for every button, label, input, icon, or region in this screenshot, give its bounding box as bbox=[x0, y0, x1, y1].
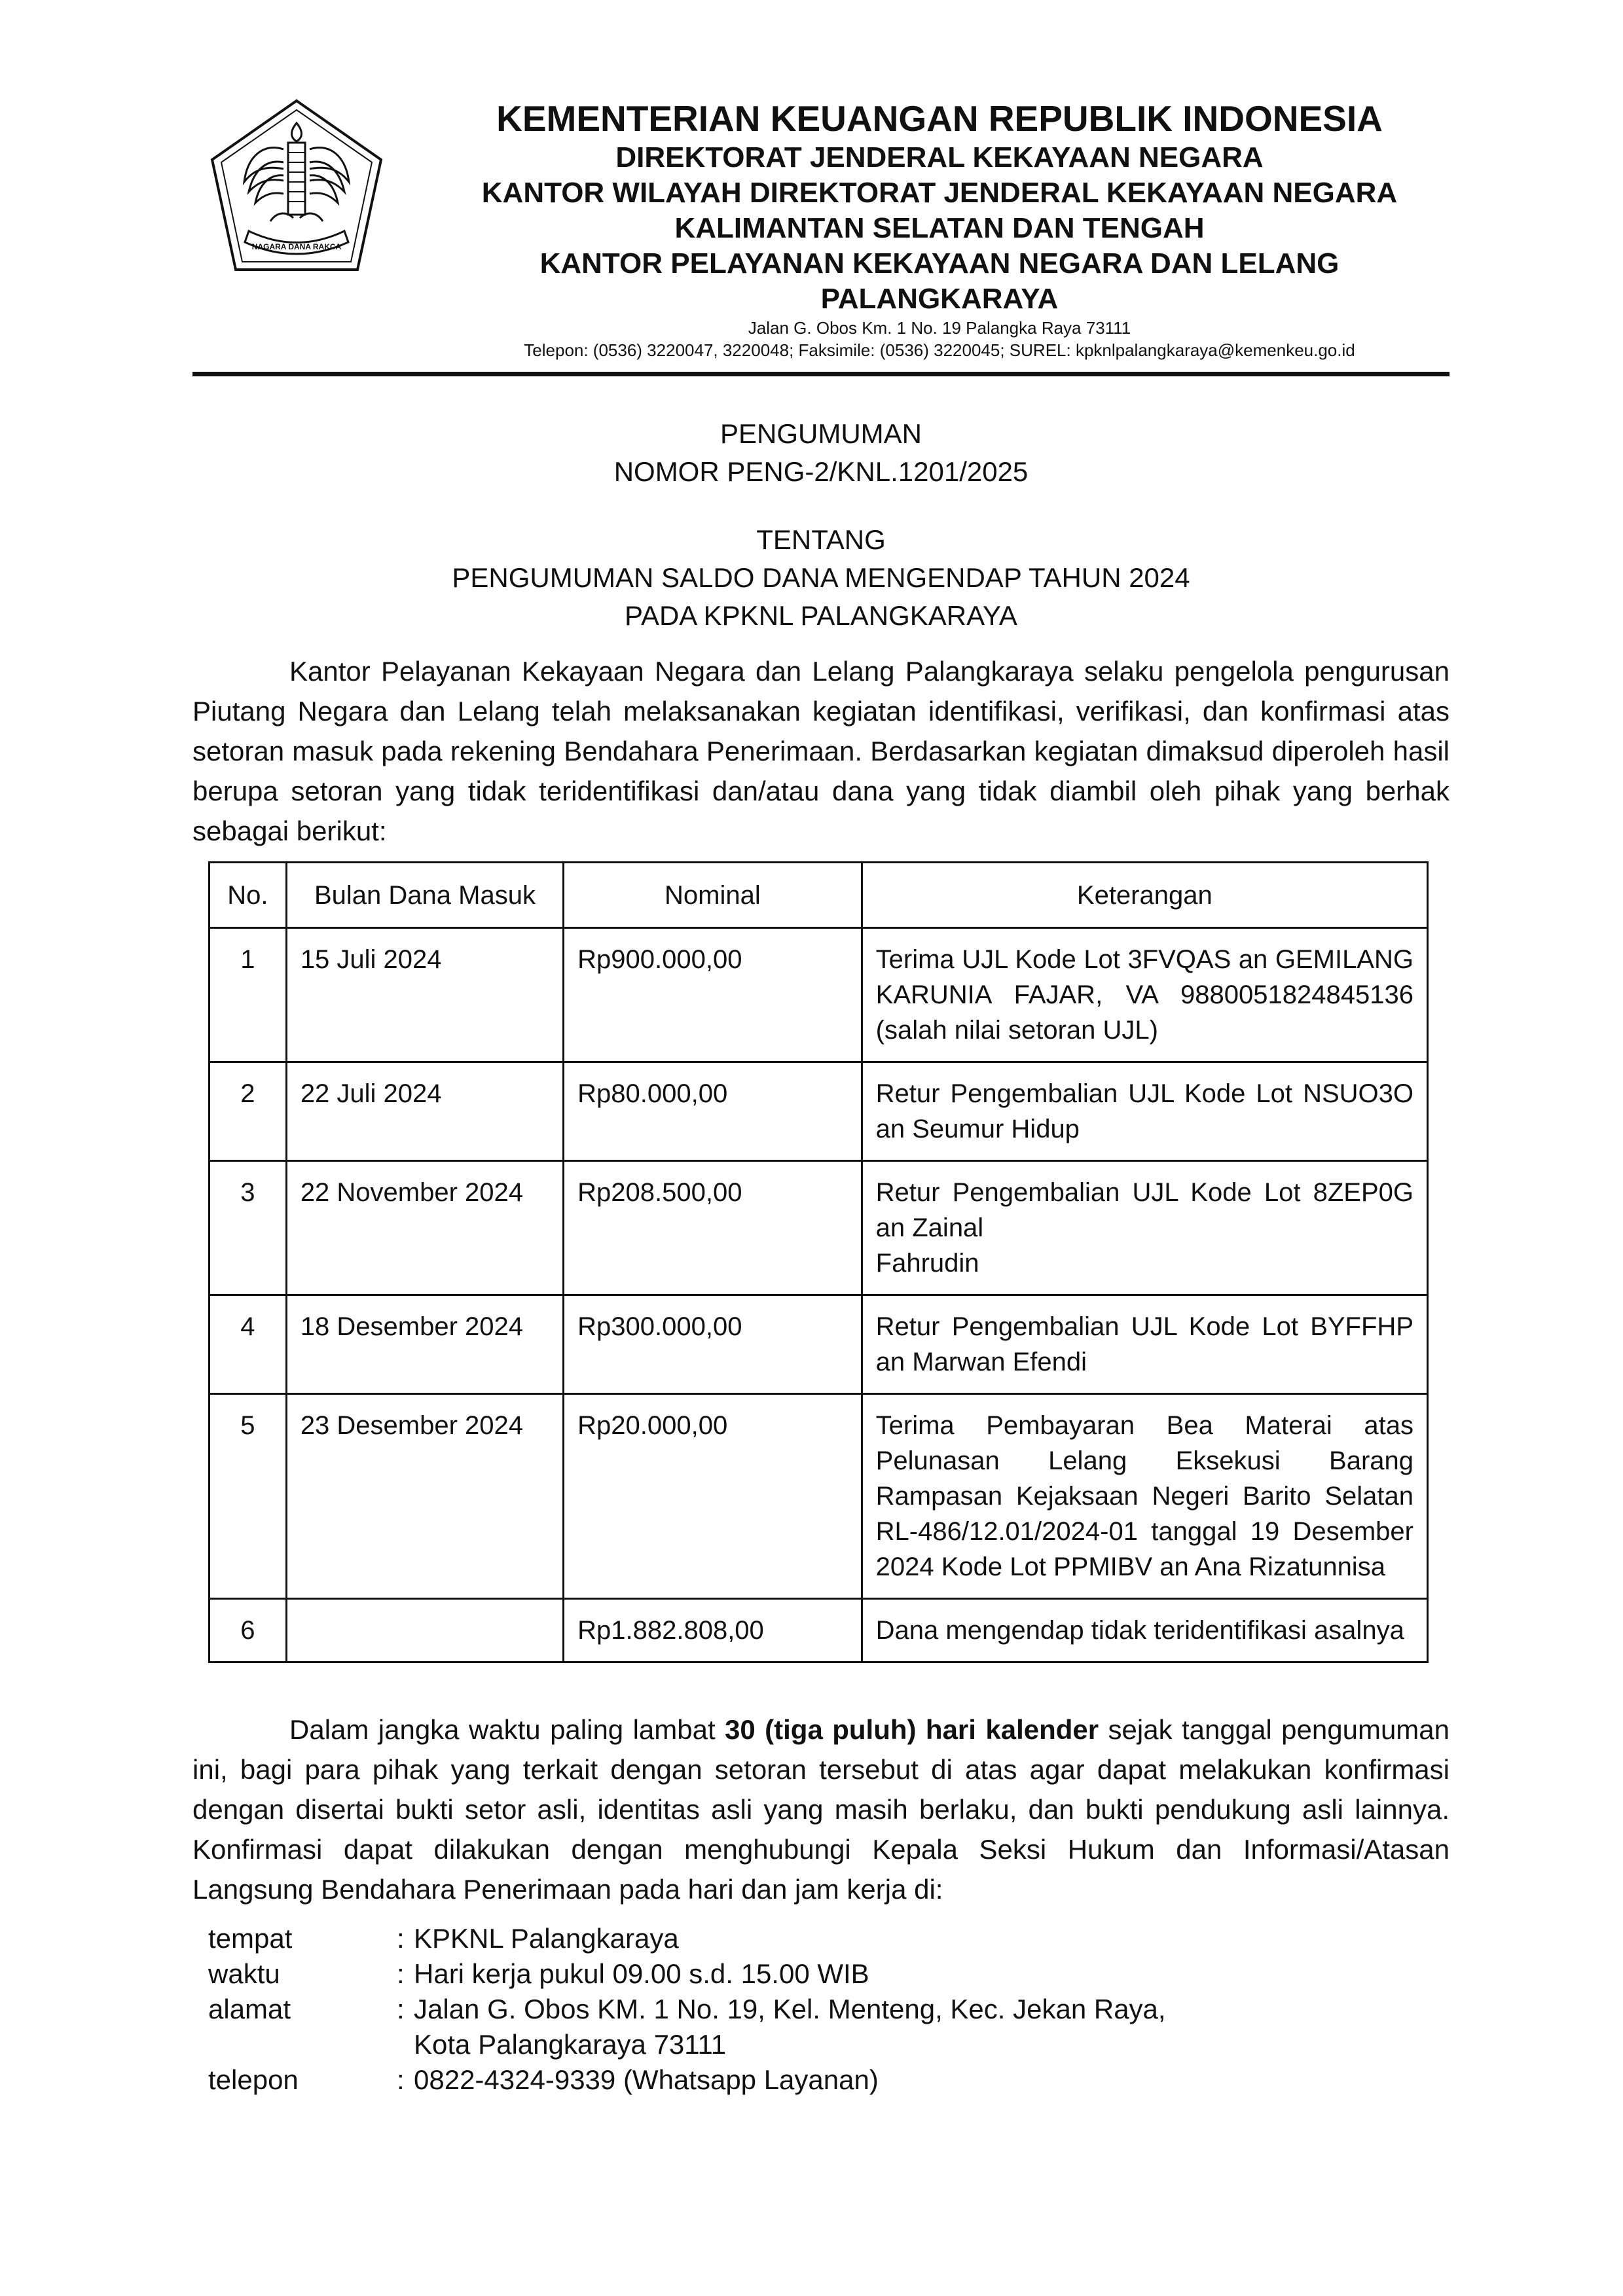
title-heading: PENGUMUMAN bbox=[720, 418, 922, 449]
ministry-name: KEMENTERIAN KEUANGAN REPUBLIK INDONESIA bbox=[496, 98, 1383, 139]
announcement-title bbox=[192, 415, 1450, 635]
cell-no: 2 bbox=[210, 1062, 287, 1161]
closing-deadline: 30 (tiga puluh) hari kalender bbox=[725, 1714, 1099, 1745]
header-keterangan: Keterangan bbox=[862, 863, 1427, 928]
cell-no: 4 bbox=[210, 1295, 287, 1394]
table-row bbox=[210, 1394, 1428, 1599]
info-label: tempat bbox=[208, 1923, 293, 1954]
cell-keterangan: Dana mengendap tidak teridentifikasi asalnya bbox=[862, 1599, 1427, 1662]
cell-bulan: 18 Desember 2024 bbox=[286, 1295, 563, 1394]
cell-bulan: 22 Juli 2024 bbox=[286, 1062, 563, 1161]
table-header-row bbox=[210, 863, 1428, 928]
info-colon: : bbox=[397, 1923, 405, 1954]
cell-nominal: Rp300.000,00 bbox=[564, 1295, 862, 1394]
cell-bulan: 15 Juli 2024 bbox=[286, 928, 563, 1062]
letterhead-divider bbox=[192, 372, 1450, 376]
info-value: Hari kerja pukul 09.00 s.d. 15.00 WIB bbox=[414, 1958, 869, 1989]
office-address: Jalan G. Obos Km. 1 No. 19 Palangka Raya 73111 bbox=[748, 318, 1131, 338]
cell-nominal: Rp80.000,00 bbox=[564, 1062, 862, 1161]
cell-no: 5 bbox=[210, 1394, 287, 1599]
letterhead bbox=[419, 97, 1460, 361]
table-row bbox=[210, 1161, 1428, 1295]
closing-paragraph bbox=[192, 1710, 1450, 1909]
closing-text-after: sejak tanggal pengumuman ini, bagi para pihak yang terkait dengan setoran tersebut di atas agar dapat melakukan konfirmasi dengan disertai bukti setor asli, identitas asli yang masih berlaku, dan bukti pendukung asli lainnya. Konfirmasi dapat dilakukan dengan menghubungi Kepala Seksi Hukum dan Informasi/Atasan Langsung Bendahara Penerimaan pada hari dan jam kerja di: bbox=[192, 1714, 1450, 1905]
info-row-waktu bbox=[208, 1956, 1426, 1992]
info-colon: : bbox=[397, 2064, 405, 2095]
info-label: alamat bbox=[208, 1994, 291, 2024]
cell-bulan: 22 November 2024 bbox=[286, 1161, 563, 1295]
cell-nominal: Rp208.500,00 bbox=[564, 1161, 862, 1295]
office-city: PALANGKARAYA bbox=[820, 283, 1059, 315]
cell-no: 3 bbox=[210, 1161, 287, 1295]
cell-keterangan bbox=[862, 1161, 1427, 1295]
cell-keterangan: Retur Pengembalian UJL Kode Lot NSUO3O an Seumur Hidup bbox=[862, 1062, 1427, 1161]
intro-text: Kantor Pelayanan Kekayaan Negara dan Lelang Palangkaraya selaku pengelola pengurusan Piutang Negara dan Lelang telah melaksanakan kegiatan identifikasi, verifikasi, dan konfirmasi atas setoran masuk pada rekening Bendahara Penerimaan. Berdasarkan kegiatan dimaksud diperoleh hasil berupa setoran yang tidak teridentifikasi dan/atau dana yang tidak diambil oleh pihak yang berhak sebagai berikut: bbox=[192, 656, 1450, 846]
cell-nominal: Rp1.882.808,00 bbox=[564, 1599, 862, 1662]
cell-bulan bbox=[286, 1599, 563, 1662]
table-row bbox=[210, 1599, 1428, 1662]
header-no: No. bbox=[210, 863, 287, 928]
address-line: Kota Palangkaraya 73111 bbox=[414, 2029, 727, 2060]
intro-paragraph bbox=[192, 651, 1450, 851]
logo-motto: NAGARA DANA RAKCA bbox=[251, 242, 342, 251]
header-nominal: Nominal bbox=[564, 863, 862, 928]
cell-bulan: 23 Desember 2024 bbox=[286, 1394, 563, 1599]
closing-text-before: Dalam jangka waktu paling lambat bbox=[289, 1714, 725, 1745]
keterangan-line: Fahrudin bbox=[875, 1249, 979, 1278]
table-row bbox=[210, 928, 1428, 1062]
info-value: KPKNL Palangkaraya bbox=[414, 1923, 679, 1954]
office-contact: Telepon: (0536) 3220047, 3220048; Faksimile: (0536) 3220045; SUREL: kpknlpalangkaraya@kemenkeu.go.id bbox=[524, 340, 1355, 360]
table-row bbox=[210, 1295, 1428, 1394]
table-row bbox=[210, 1062, 1428, 1161]
directorate-general: DIREKTORAT JENDERAL KEKAYAAN NEGARA bbox=[615, 141, 1264, 173]
header-bulan: Bulan Dana Masuk bbox=[286, 863, 563, 928]
info-label: telepon bbox=[208, 2064, 299, 2095]
cell-nominal: Rp20.000,00 bbox=[564, 1394, 862, 1599]
kemenkeu-logo-icon bbox=[208, 97, 385, 274]
info-row-telepon bbox=[208, 2062, 1426, 2098]
funds-table bbox=[208, 861, 1429, 1663]
cell-nominal: Rp900.000,00 bbox=[564, 928, 862, 1062]
cell-keterangan: Terima Pembayaran Bea Materai atas Pelunasan Lelang Eksekusi Barang Rampasan Kejaksaan Negeri Barito Selatan RL-486/12.01/2024-01 tanggal 19 Desember 2024 Kode Lot PPMIBV an Ana Rizatunnisa bbox=[862, 1394, 1427, 1599]
info-colon: : bbox=[397, 1958, 405, 1989]
cell-keterangan: Terima UJL Kode Lot 3FVQAS an GEMILANG KARUNIA FAJAR, VA 9880051824845136 (salah nilai setoran UJL) bbox=[862, 928, 1427, 1062]
info-row-alamat bbox=[208, 1992, 1426, 2062]
title-about: TENTANG bbox=[756, 524, 886, 555]
contact-info bbox=[208, 1921, 1426, 2098]
title-number: NOMOR PENG-2/KNL.1201/2025 bbox=[613, 456, 1029, 487]
cell-keterangan: Retur Pengembalian UJL Kode Lot BYFFHP an Marwan Efendi bbox=[862, 1295, 1427, 1394]
info-value bbox=[414, 1992, 1426, 2062]
region-name: KALIMANTAN SELATAN DAN TENGAH bbox=[674, 212, 1205, 244]
cell-no: 6 bbox=[210, 1599, 287, 1662]
cell-no: 1 bbox=[210, 928, 287, 1062]
office-name: KANTOR PELAYANAN KEKAYAAN NEGARA DAN LELANG bbox=[539, 247, 1340, 279]
title-subject-2: PADA KPKNL PALANGKARAYA bbox=[625, 600, 1017, 631]
info-label: waktu bbox=[208, 1958, 280, 1989]
regional-office: KANTOR WILAYAH DIREKTORAT JENDERAL KEKAYAAN NEGARA bbox=[481, 177, 1398, 209]
title-subject-1: PENGUMUMAN SALDO DANA MENGENDAP TAHUN 2024 bbox=[452, 562, 1190, 593]
info-row-tempat bbox=[208, 1921, 1426, 1956]
address-line: Jalan G. Obos KM. 1 No. 19, Kel. Menteng, Kec. Jekan Raya, bbox=[414, 1994, 1166, 2024]
info-colon: : bbox=[397, 1994, 405, 2024]
keterangan-line: Retur Pengembalian UJL Kode Lot 8ZEP0G an Zainal bbox=[875, 1178, 1413, 1242]
info-value: 0822-4324-9339 (Whatsapp Layanan) bbox=[414, 2064, 879, 2095]
